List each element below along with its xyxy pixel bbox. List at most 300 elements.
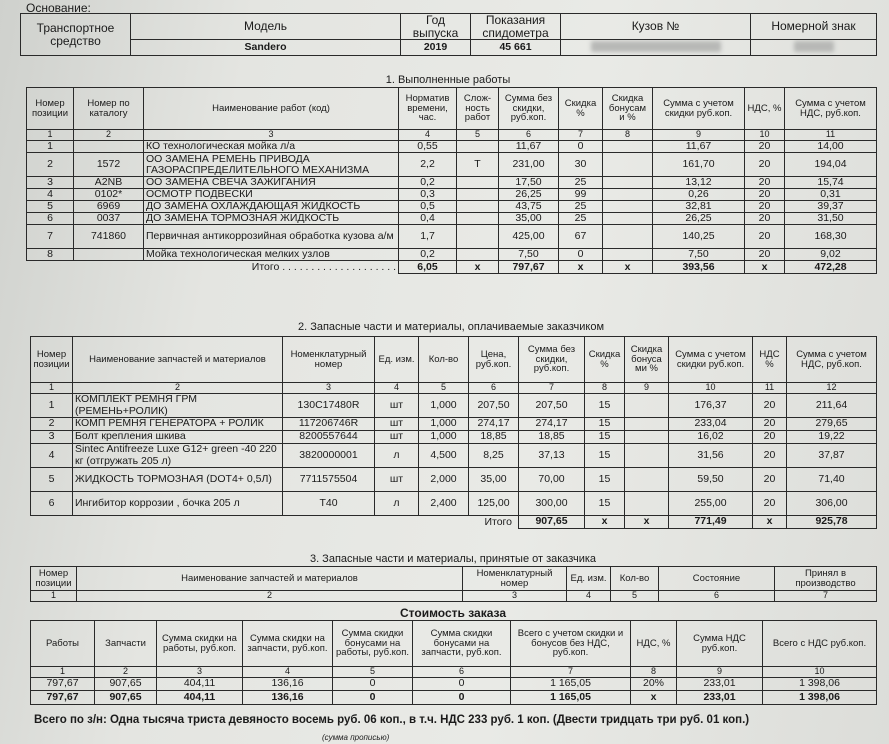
works-total-cell: 797,67 [499,261,559,274]
table-cell [603,153,653,177]
column-header: Кол-во [419,337,469,383]
works-title: 1. Выполненные работы [385,74,511,86]
table-cell: 0 [559,141,603,153]
table-cell: 20 [745,153,785,177]
table-cell: 207,50 [519,394,585,418]
table-cell: 161,70 [653,153,745,177]
column-number: 3 [283,383,375,394]
table-cell: 6 [27,213,74,225]
table-cell [625,468,669,492]
works-total-label: Итого . . . . . . . . . . . . . . . . . . . . [27,261,399,274]
parts-total-cell: 925,78 [787,516,877,529]
year-header: Год выпуска [401,14,471,40]
table-cell: 17,50 [499,177,559,189]
column-number: 2 [77,591,463,602]
table-cell: 274,17 [469,418,519,431]
table-cell: 32,81 [653,201,745,213]
table-cell: ДО ЗАМЕНА ТОРМОЗНАЯ ЖИДКОСТЬ [144,213,399,225]
table-cell: 15 [585,444,625,468]
table-cell: 20% [631,678,677,691]
table-row [31,418,877,431]
table-cell: 207,50 [469,394,519,418]
parts-total-cell: x [753,516,787,529]
table-cell: 8200557644 [283,431,375,444]
table-cell: 59,50 [669,468,753,492]
column-header: Номенклатурный номер [463,567,567,591]
table-cell: 1,000 [419,394,469,418]
table-cell: 2,400 [419,492,469,516]
table-cell: 3 [31,431,73,444]
table-cell: 37,13 [519,444,585,468]
table-cell [603,177,653,189]
column-header: Сумма с учетом НДС, руб.коп. [785,88,877,130]
column-header: Наименование запчастей и материалов [77,567,463,591]
parts-total-cell: 907,65 [519,516,585,529]
cost-title: Стоимость заказа [399,606,507,620]
column-number: 6 [469,383,519,394]
table-cell [457,141,499,153]
column-number: 11 [785,130,877,141]
column-header: Цена, руб.коп. [469,337,519,383]
table-cell: 168,30 [785,225,877,249]
column-header: Всего с учетом скидки и бонусов без НДС, руб.коп. [511,621,631,667]
table-cell [457,225,499,249]
table-cell: 25 [559,213,603,225]
parts-total-label: Итого [31,516,519,529]
table-row [27,225,877,249]
table-cell: 1 398,06 [763,691,877,705]
column-number: 2 [74,130,144,141]
table-cell: 26,25 [653,213,745,225]
table-cell: 20 [753,492,787,516]
column-number: 5 [611,591,659,602]
table-cell: 43,75 [499,201,559,213]
table-cell: 4,500 [419,444,469,468]
column-number: 10 [763,667,877,678]
works-total-cell: x [457,261,499,274]
table-cell: 8,25 [469,444,519,468]
vehicle-label: Транспортное средство [21,14,131,56]
table-cell [625,444,669,468]
body-header: Кузов № [561,14,751,40]
table-cell: 20 [745,201,785,213]
table-cell: 20 [753,468,787,492]
table-row [27,201,877,213]
table-row [27,177,877,189]
table-cell: КОМПЛЕКТ РЕМНЯ ГРМ (РЕМЕНЬ+РОЛИК) [73,394,283,418]
table-cell [603,141,653,153]
table-cell [603,201,653,213]
table-cell [603,189,653,201]
column-number: 10 [669,383,753,394]
column-header: Наименование запчастей и материалов [73,337,283,383]
table-cell: T40 [283,492,375,516]
column-number: 4 [567,591,611,602]
table-cell: 136,16 [243,678,333,691]
table-cell: 300,00 [519,492,585,516]
column-header: Состояние [659,567,775,591]
table-cell: 907,65 [95,678,157,691]
table-cell: 233,01 [677,691,763,705]
table-cell [457,189,499,201]
table-cell: 18,85 [519,431,585,444]
table-cell: КО технологическая мойка л/а [144,141,399,153]
table-row [27,249,877,261]
table-cell: 125,00 [469,492,519,516]
table-cell: 70,00 [519,468,585,492]
column-header: Наименование работ (код) [144,88,399,130]
table-row [27,189,877,201]
column-header: Ед. изм. [567,567,611,591]
table-cell [74,141,144,153]
column-header: Ед. изм. [375,337,419,383]
table-cell: 67 [559,225,603,249]
table-cell: ОО ЗАМЕНА РЕМЕНЬ ПРИВОДА ГАЗОРАСПРЕДЕЛИТЕЛЬНОГО МЕХАНИЗМА [144,153,399,177]
table-cell: 5 [27,201,74,213]
table-cell: 20 [753,431,787,444]
table-cell [457,249,499,261]
table-row [27,153,877,177]
works-total-cell: 393,56 [653,261,745,274]
column-header: Сумма скидки бонусами на запчасти, руб.коп. [413,621,511,667]
table-cell: 1,000 [419,418,469,431]
table-cell [625,431,669,444]
column-header: Сумма скидки на работы, руб.коп. [157,621,243,667]
column-number: 7 [559,130,603,141]
column-header: Сумма скидки бонусами на работы, руб.коп. [333,621,413,667]
vehicle-table [20,13,877,56]
table-cell: x [631,691,677,705]
table-cell: 7,50 [499,249,559,261]
table-cell: A2NB [74,177,144,189]
column-number: 5 [457,130,499,141]
column-header: Сумма без скидки, руб.коп. [519,337,585,383]
column-number: 6 [499,130,559,141]
table-cell: 136,16 [243,691,333,705]
table-cell: 4 [27,189,74,201]
table-cell: 2,000 [419,468,469,492]
table-cell: 6 [31,492,73,516]
table-cell: шт [375,468,419,492]
table-cell [603,249,653,261]
table-cell: 0102* [74,189,144,201]
table-cell: 20 [753,394,787,418]
table-cell [74,249,144,261]
table-cell: 1 165,05 [511,678,631,691]
table-cell: 3 [27,177,74,189]
column-number: 9 [653,130,745,141]
table-cell [625,418,669,431]
table-cell: Первичная антикоррозийная обработка кузова а/м [144,225,399,249]
table-cell: 15 [585,492,625,516]
table-cell: 1572 [74,153,144,177]
table-cell [603,225,653,249]
table-cell: 1,000 [419,431,469,444]
table-cell: 13,12 [653,177,745,189]
column-number: 8 [585,383,625,394]
column-header: Запчасти [95,621,157,667]
table-cell: Sintec Antifreeze Luxe G12+ green -40 220 кг (отгружать 205 л) [73,444,283,468]
table-cell: 233,04 [669,418,753,431]
table-cell: 1 [27,141,74,153]
column-header: Сумма НДС руб.коп. [677,621,763,667]
table-cell: 130C17480R [283,394,375,418]
column-number: 2 [73,383,283,394]
column-number: 6 [659,591,775,602]
plate-header: Номерной знак [751,14,877,40]
table-cell: 99 [559,189,603,201]
table-cell: 0 [333,678,413,691]
table-cell: 0,4 [399,213,457,225]
column-header: Номер по каталогу [74,88,144,130]
column-header: НДС % [753,337,787,383]
table-cell: 35,00 [469,468,519,492]
table-cell: 8 [27,249,74,261]
column-header: Кол-во [611,567,659,591]
table-cell: шт [375,431,419,444]
column-header: Сумма скидки на запчасти, руб.коп. [243,621,333,667]
column-number: 7 [511,667,631,678]
sum-in-words: Всего по з/н: Одна тысяча триста девяносто восемь руб. 06 коп., в т.ч. НДС 233 руб. 1 коп. (Двести тридцать три руб. 01 коп.) [34,714,750,726]
table-cell: л [375,492,419,516]
basis-label: Основание: [26,1,91,15]
table-row [27,141,877,153]
table-cell: 797,67 [31,691,95,705]
column-header: Слож-ность работ [457,88,499,130]
column-number: 4 [399,130,457,141]
table-cell: 11,67 [499,141,559,153]
table-cell [625,492,669,516]
table-cell: 26,25 [499,189,559,201]
table-cell: 18,85 [469,431,519,444]
table-cell: 31,56 [669,444,753,468]
column-number: 5 [333,667,413,678]
works-total-cell: x [745,261,785,274]
table-cell: 4 [31,444,73,468]
table-cell: 0 [413,691,511,705]
table-cell: 20 [745,189,785,201]
column-header: Номер позиции [31,337,73,383]
year-value: 2019 [401,40,471,56]
table-row [31,468,877,492]
table-cell: 797,67 [31,678,95,691]
column-header: Номер позиции [27,88,74,130]
plate-value-redacted [751,40,877,56]
table-cell: 0,26 [653,189,745,201]
column-header: Сумма с учетом скидки руб.коп. [669,337,753,383]
table-cell: 31,50 [785,213,877,225]
table-cell: ДО ЗАМЕНА ОХЛАЖДАЮЩАЯ ЖИДКОСТЬ [144,201,399,213]
table-cell: 15 [585,418,625,431]
column-header: Сумма с учетом скидки руб.коп. [653,88,745,130]
table-cell: 0037 [74,213,144,225]
table-cell: 1 165,05 [511,691,631,705]
body-value-redacted [561,40,751,56]
table-cell: 20 [753,444,787,468]
works-total-cell: x [603,261,653,274]
table-cell: 16,02 [669,431,753,444]
table-cell: 20 [745,177,785,189]
table-cell: 9,02 [785,249,877,261]
works-total-cell: x [559,261,603,274]
table-cell: 20 [753,418,787,431]
parts-total-cell: x [625,516,669,529]
parts-total-cell: x [585,516,625,529]
column-header: НДС, % [745,88,785,130]
parts-total-cell: 771,49 [669,516,753,529]
column-number: 8 [631,667,677,678]
column-header: Скидка % [559,88,603,130]
table-cell [457,213,499,225]
customer-parts-table [30,566,877,602]
column-number: 2 [95,667,157,678]
column-header: Сумма с учетом НДС, руб.коп. [787,337,877,383]
model-header: Модель [131,14,401,40]
column-header: Номенклатурный номер [283,337,375,383]
table-cell: шт [375,418,419,431]
table-cell: 25 [559,201,603,213]
table-cell: 0 [333,691,413,705]
column-number: 4 [375,383,419,394]
table-cell: л [375,444,419,468]
table-cell: 15,74 [785,177,877,189]
odometer-header: Показания спидометра [471,14,561,40]
table-cell: 35,00 [499,213,559,225]
table-cell: ЖИДКОСТЬ ТОРМОЗНАЯ (DOT4+ 0,5Л) [73,468,283,492]
table-cell: 279,65 [787,418,877,431]
table-cell: 1 [31,394,73,418]
table-cell: 306,00 [787,492,877,516]
table-cell: 39,37 [785,201,877,213]
table-cell: 0,55 [399,141,457,153]
table-cell: Ингибитор коррозии , бочка 205 л [73,492,283,516]
table-row [31,394,877,418]
works-total-cell: 472,28 [785,261,877,274]
column-header: Скидка % [585,337,625,383]
table-cell: 7 [27,225,74,249]
column-header: Скидка бонуса ми % [625,337,669,383]
table-cell: 0 [413,678,511,691]
table-cell: КОМП РЕМНЯ ГЕНЕРАТОРА + РОЛИК [73,418,283,431]
table-cell [625,394,669,418]
table-cell: 15 [585,431,625,444]
table-cell: Болт крепления шкива [73,431,283,444]
column-header: Сумма без скидки, руб.коп. [499,88,559,130]
table-cell: 0,5 [399,201,457,213]
table-cell: 71,40 [787,468,877,492]
column-number: 7 [775,591,877,602]
table-cell: 2,2 [399,153,457,177]
table-cell: 20 [745,213,785,225]
table-cell: 15 [585,394,625,418]
column-header: Всего с НДС руб.коп. [763,621,877,667]
table-cell: 255,00 [669,492,753,516]
table-cell: 20 [745,249,785,261]
odometer-value: 45 661 [471,40,561,56]
table-cell: 15 [585,468,625,492]
column-header: НДС, % [631,621,677,667]
column-number: 8 [603,130,653,141]
table-cell: 233,01 [677,678,763,691]
table-cell: 176,37 [669,394,753,418]
table-cell: 11,67 [653,141,745,153]
customer-parts-title: 3. Запасные части и материалы, принятые от заказчика [309,553,597,565]
column-number: 1 [31,591,77,602]
table-cell: 20 [745,225,785,249]
table-row [31,492,877,516]
table-cell: 2 [27,153,74,177]
column-header: Принял в производство [775,567,877,591]
table-cell: 0 [559,249,603,261]
column-number: 3 [157,667,243,678]
works-total-cell: 6,05 [399,261,457,274]
model-value: Sandero [131,40,401,56]
column-number: 3 [144,130,399,141]
column-number: 1 [27,130,74,141]
table-cell: 7,50 [653,249,745,261]
table-cell: 0,3 [399,189,457,201]
table-cell: 3820000001 [283,444,375,468]
column-header: Скидка бонусам и % [603,88,653,130]
table-cell: 211,64 [787,394,877,418]
table-cell: 741860 [74,225,144,249]
table-cell: 37,87 [787,444,877,468]
table-cell: ОСМОТР ПОДВЕСКИ [144,189,399,201]
table-cell [457,201,499,213]
table-cell: 231,00 [499,153,559,177]
column-number: 6 [413,667,511,678]
table-cell: 25 [559,177,603,189]
cost-table [30,620,877,705]
column-header: Номер позиции [31,567,77,591]
table-cell: 194,04 [785,153,877,177]
table-cell: 20 [745,141,785,153]
sum-in-words-caption: (сумма прописью) [322,733,390,742]
table-cell: 404,11 [157,691,243,705]
column-number: 10 [745,130,785,141]
column-number: 5 [419,383,469,394]
table-cell [603,213,653,225]
table-cell: 2 [31,418,73,431]
column-header: Норматив времени, час. [399,88,457,130]
table-cell: 0,2 [399,177,457,189]
column-number: 9 [625,383,669,394]
table-cell: 6969 [74,201,144,213]
table-cell: 0,2 [399,249,457,261]
table-cell: 117206746R [283,418,375,431]
table-cell: 140,25 [653,225,745,249]
table-row [27,213,877,225]
column-number: 9 [677,667,763,678]
column-number: 1 [31,667,95,678]
table-cell: 5 [31,468,73,492]
table-cell: 30 [559,153,603,177]
table-cell: 907,65 [95,691,157,705]
parts-table [30,336,877,529]
table-cell: ОО ЗАМЕНА СВЕЧА ЗАЖИГАНИЯ [144,177,399,189]
column-number: 11 [753,383,787,394]
table-cell: 274,17 [519,418,585,431]
table-cell: 1 398,06 [763,678,877,691]
column-number: 1 [31,383,73,394]
table-cell: Мойка технологическая мелких узлов [144,249,399,261]
table-row [31,444,877,468]
column-header: Работы [31,621,95,667]
table-cell: 19,22 [787,431,877,444]
column-number: 4 [243,667,333,678]
column-number: 7 [519,383,585,394]
table-cell [457,177,499,189]
